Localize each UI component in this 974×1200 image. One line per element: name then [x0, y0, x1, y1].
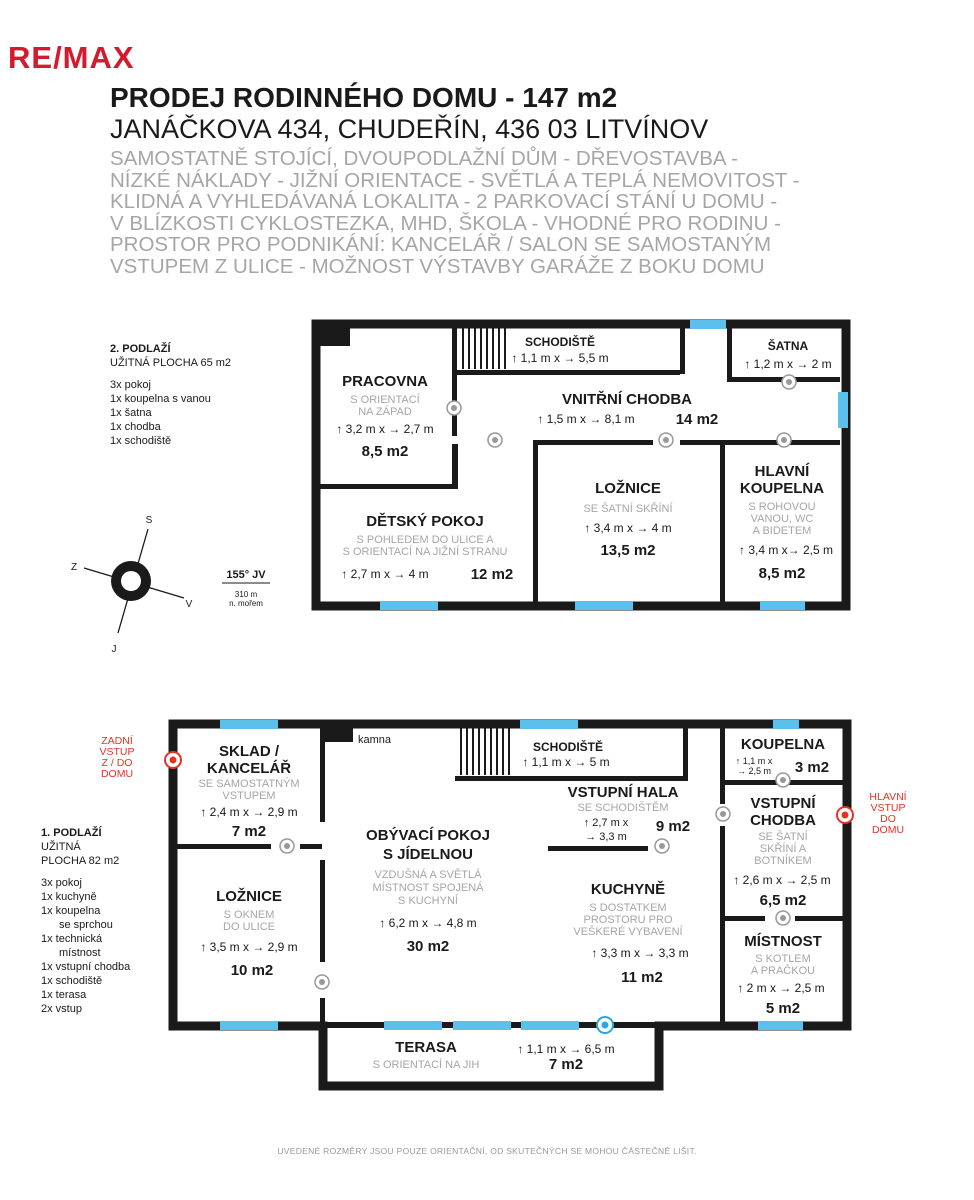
description-line: V BLÍZKOSTI CYKLOSTEZKA, MHD, ŠKOLA - VHODNÉ PRO RODINU -: [110, 211, 781, 235]
room-dims: ↑ 3,4 m x → 4 m: [584, 521, 672, 535]
room-name: MÍSTNOST: [744, 933, 822, 950]
door-symbol: [659, 433, 673, 447]
wall: [320, 860, 325, 962]
wall: [533, 440, 538, 604]
floor1-area: PLOCHA 82 m2: [41, 855, 120, 867]
room-note: SKŘÍNÍ A: [759, 843, 807, 855]
wall: [680, 328, 685, 374]
room-dims: ↑ 1,5 m x → 8,1 m: [537, 412, 635, 426]
room-dims: ↑ 1,1 m x → 6,5 m: [517, 1042, 615, 1056]
room-note: VZDUŠNÁ A SVĚTLÁ: [374, 869, 482, 881]
legend-item: 3x pokoj: [110, 379, 151, 391]
room-note: S ORIENTACÍ NA JIH: [372, 1059, 480, 1071]
room-dims: → 3,3 m: [585, 831, 627, 843]
room-name: LOŽNICE: [595, 480, 661, 497]
room-note: S OKNEM: [223, 909, 275, 921]
compass-z: Z: [70, 562, 78, 573]
window: [220, 1021, 278, 1030]
wall: [720, 728, 725, 804]
room-name: VSTUPNÍ HALA: [567, 784, 679, 801]
room-note: S ORIENTACÍ: [350, 394, 420, 406]
wall: [455, 776, 685, 781]
door-symbol: [280, 839, 294, 853]
room-name: LOŽNICE: [216, 888, 282, 905]
room-area: 13,5 m2: [600, 542, 656, 559]
room-note: S ORIENTACÍ NA JIŽNÍ STRANU: [342, 546, 508, 558]
legend-item: 1x schodiště: [41, 975, 103, 987]
legend-item: 1x schodiště: [110, 435, 172, 447]
room-name: S JÍDELNOU: [382, 846, 474, 863]
label-line: VSTUP: [99, 746, 135, 758]
wall: [452, 444, 458, 486]
altitude: 310 m: [234, 590, 258, 599]
room-dims: ↑ 2,6 m x → 2,5 m: [733, 873, 831, 887]
compass-ring: [121, 571, 141, 591]
main-entrance-marker[interactable]: [837, 807, 853, 823]
legend-item: 1x chodba: [110, 421, 161, 433]
room-name: OBÝVACÍ POKOJ: [366, 827, 490, 844]
label-line: ZADNÍ: [101, 735, 133, 747]
room-name: SKLAD /: [219, 743, 279, 760]
room-note: VSTUPEM: [222, 790, 276, 802]
room-dims: ↑ 1,2 m x → 2 m: [744, 357, 832, 371]
room-dims: ↑ 2,7 m x → 4 m: [341, 567, 429, 581]
floor2-title: 2. PODLAŽÍ: [110, 343, 171, 355]
floor2-area: UŽITNÁ PLOCHA 65 m2: [110, 357, 232, 369]
rear-entrance-marker[interactable]: [165, 752, 181, 768]
legend-item: 1x terasa: [41, 989, 87, 1001]
legend-item: 1x vstupní chodba: [41, 961, 131, 973]
room-name: VSTUPNÍ: [750, 795, 816, 812]
window: [520, 720, 578, 729]
room-note: SE ŠATNÍ SKŘÍNÍ: [583, 503, 673, 515]
window: [690, 320, 726, 329]
page-title: PRODEJ RODINNÉHO DOMU - 147 m2: [110, 82, 618, 113]
room-dims: ↑ 3,4 m x→ 2,5 m: [738, 543, 834, 557]
window: [758, 1021, 803, 1030]
legend-item: 2x vstup: [41, 1003, 82, 1015]
wall: [680, 440, 840, 445]
floor1-title: 1. PODLAŽÍ: [41, 827, 102, 839]
room-note: A BIDETEM: [752, 525, 812, 537]
wall: [177, 844, 271, 849]
room-dims: ↑ 2,7 m x: [583, 817, 629, 829]
room-dims: ↑ 6,2 m x → 4,8 m: [379, 916, 477, 930]
window: [760, 601, 805, 610]
room-note: NA ZÁPAD: [358, 406, 412, 418]
legend-item: se sprchou: [59, 919, 113, 931]
room-area: 6,5 m2: [759, 892, 807, 909]
label-line: DOMU: [100, 768, 134, 780]
room-note: SE ŠATNÍ: [758, 831, 808, 843]
room-area: 30 m2: [406, 938, 450, 955]
legend-item: 1x technická: [41, 933, 103, 945]
room-note: DO ULICE: [223, 921, 275, 933]
window: [380, 601, 438, 610]
altitude: n. mořem: [229, 599, 263, 608]
logo-text: RE/MAX: [8, 40, 135, 75]
room-area: 3 m2: [794, 759, 830, 776]
room-name: SCHODIŠTĚ: [524, 335, 596, 349]
room-area: 9 m2: [655, 818, 691, 835]
room-name: KOUPELNA: [740, 736, 826, 753]
window: [838, 392, 848, 428]
address: JANÁČKOVA 434, CHUDEŘÍN, 436 03 LITVÍNOV: [110, 114, 709, 144]
door-symbol: [716, 807, 730, 821]
description-line: SAMOSTATNĚ STOJÍCÍ, DVOUPODLAŽNÍ DŮM - DŘEVOSTAVBA -: [110, 147, 738, 170]
room-note: PROSTORU PRO: [583, 914, 673, 926]
legend-item: 3x pokoj: [41, 877, 82, 889]
kamna-block: [325, 728, 353, 742]
disclaimer-footer: UVEDENÉ ROZMĚRY JSOU POUZE ORIENTAČNÍ, OD SKUTEČNÝCH SE MOHOU ČÁSTEČNĚ LIŠIT.: [277, 1146, 697, 1156]
wall: [720, 440, 725, 604]
compass-j: J: [111, 644, 117, 655]
description-line: NÍZKÉ NÁKLADY - JIŽNÍ ORIENTACE - SVĚTLÁ A TEPLÁ NEMOVITOST -: [110, 168, 800, 192]
compass-s: S: [145, 515, 153, 526]
room-name: CHODBA: [750, 812, 816, 829]
door-symbol: [315, 975, 329, 989]
room-name: ŠATNA: [767, 339, 809, 353]
room-name: SCHODIŠTĚ: [532, 740, 604, 754]
wall: [720, 826, 725, 1024]
compass: [71, 515, 270, 655]
window: [384, 1021, 442, 1030]
wall: [720, 916, 765, 921]
room-dims: → 2,5 m: [736, 766, 772, 776]
floor1-plan: [165, 720, 853, 1086]
room-note: S KOTLEM: [755, 953, 811, 965]
door-symbol: [488, 433, 502, 447]
legend-item: 1x šatna: [110, 407, 152, 419]
floor1-area: UŽITNÁ: [41, 841, 81, 853]
room-area: 5 m2: [765, 1000, 801, 1017]
stairs: [461, 728, 509, 775]
wall: [320, 484, 458, 489]
room-note: SE SCHODIŠTĚM: [577, 802, 669, 814]
legend-item: místnost: [59, 947, 101, 959]
description-line: PROSTOR PRO PODNIKÁNÍ: KANCELÁŘ / SALON SE SAMOSTANÝM: [110, 233, 772, 256]
window: [521, 1021, 579, 1030]
room-name: DĚTSKÝ POKOJ: [366, 513, 484, 530]
room-note: MÍSTNOST SPOJENÁ: [372, 882, 484, 894]
window: [453, 1021, 511, 1030]
wall: [320, 998, 325, 1024]
room-dims: ↑ 3,5 m x → 2,9 m: [200, 940, 298, 954]
room-dims: ↑ 1,1 m x → 5,5 m: [511, 351, 609, 365]
wall: [320, 728, 325, 822]
room-area: 14 m2: [675, 411, 719, 428]
room-area: 12 m2: [470, 566, 514, 583]
room-dims: ↑ 3,3 m x → 3,3 m: [591, 946, 689, 960]
room-note: BOTNÍKEM: [754, 855, 812, 867]
room-note: VANOU, WC: [750, 513, 814, 525]
door-symbol: [777, 433, 791, 447]
label-line: Z / DO: [101, 757, 133, 769]
description-line: KLIDNÁ A VYHLEDÁVANÁ LOKALITA - 2 PARKOVACÍ STÁNÍ U DOMU -: [110, 190, 778, 213]
room-name: KOUPELNA: [739, 480, 825, 497]
door-symbol: [782, 375, 796, 389]
wall: [683, 728, 688, 781]
legend-item: 1x koupelna s vanou: [110, 393, 211, 405]
room-note: SE SAMOSTATNÝM: [198, 778, 300, 790]
label-line: DOMU: [871, 824, 905, 836]
room-dims: ↑ 2,4 m x → 2,9 m: [200, 805, 298, 819]
room-area: 8,5 m2: [758, 565, 806, 582]
room-area: 7 m2: [231, 823, 267, 840]
room-note: S POHLEDEM DO ULICE A: [356, 534, 494, 546]
wall: [452, 328, 457, 436]
stairs: [463, 328, 505, 369]
window: [220, 720, 278, 729]
room-dims: ↑ 1,1 m x → 5 m: [522, 755, 610, 769]
room-dims: ↑ 2 m x → 2,5 m: [737, 981, 825, 995]
wall: [533, 440, 653, 445]
room-name: VNITŘNÍ CHODBA: [562, 391, 692, 408]
room-note: S DOSTATKEM: [589, 902, 667, 914]
room-area: 7 m2: [548, 1056, 584, 1073]
wall: [548, 846, 648, 851]
label-line: VSTUP: [870, 802, 906, 814]
room-note: S KUCHYNÍ: [398, 895, 458, 907]
legend-item: 1x kuchyně: [41, 891, 97, 903]
label-line: DO: [880, 813, 896, 825]
wall: [727, 328, 732, 380]
door-symbol: [655, 839, 669, 853]
wall: [795, 916, 843, 921]
room-area: 11 m2: [621, 969, 663, 986]
description-line: VSTUPEM Z ULICE - MOŽNOST VÝSTAVBY GARÁŽE Z BOKU DOMU: [110, 254, 765, 278]
door-symbol: [776, 773, 790, 787]
room-dims: ↑ 3,2 m x → 2,7 m: [336, 422, 434, 436]
room-name: HLAVNÍ: [754, 463, 810, 480]
label-line: HLAVNÍ: [869, 791, 907, 803]
door-symbol: [447, 401, 461, 415]
kamna-label: kamna: [358, 734, 392, 746]
wall: [452, 370, 680, 375]
floor2-plan: [316, 320, 848, 610]
room-area: 8,5 m2: [361, 443, 409, 460]
room-note: VEŠKERÉ VYBAVENÍ: [573, 926, 683, 938]
door-symbol: [776, 911, 790, 925]
room-note: S ROHOVOU: [748, 501, 816, 513]
room-name: KUCHYNĚ: [590, 881, 666, 898]
wall: [300, 844, 322, 849]
room-name: PRACOVNA: [342, 373, 428, 390]
compass-v: V: [185, 599, 193, 610]
room-name: KANCELÁŘ: [206, 760, 292, 777]
window: [773, 720, 799, 729]
room-note: A PRAČKOU: [750, 965, 816, 977]
wall-block: [320, 328, 350, 346]
room-name: TERASA: [395, 1039, 457, 1056]
room-area: 10 m2: [230, 962, 274, 979]
legend-item: 1x koupelna: [41, 905, 101, 917]
room-dims: ↑ 1,1 m x: [735, 756, 773, 766]
azimuth: 155° JV: [226, 569, 266, 581]
terrace-door-marker[interactable]: [597, 1017, 613, 1033]
window: [575, 601, 633, 610]
